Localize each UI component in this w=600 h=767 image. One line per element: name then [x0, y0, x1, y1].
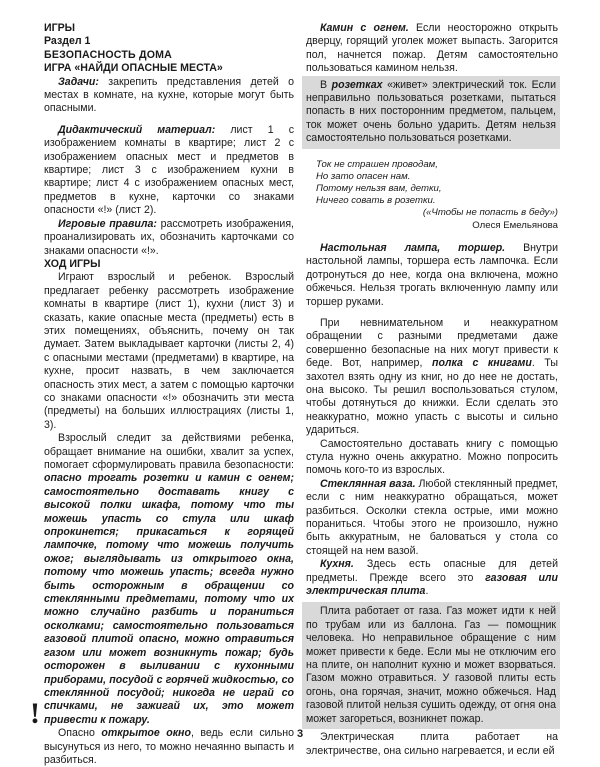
bookshelf-paragraph	[306, 317, 558, 438]
section-title: БЕЗОПАСНОСТЬ ДОМА	[44, 48, 173, 61]
rules-paragraph	[44, 218, 294, 258]
lamp-text: Внутри настольной лампы, торшера есть лампочка. Если дотронуться до нее, когда она включена, можно обжечься. Нельзя трогать включенную лампу или торшер руками.	[306, 241, 558, 308]
material-paragraph	[44, 124, 294, 218]
lamp-label: Настольная лампа, торшер.	[320, 241, 506, 254]
glass-vase-text: Любой стеклянный предмет, если с ним неаккуратно обращаться, может разбиться. Осколки стекла острые, ими можно пораниться. Чтобы этого не произошло, нужно быть аккуратным, не баловаться у стола со стоящей на нем вазой.	[306, 477, 559, 557]
sockets-text: «живет» электрический ток. Если неправильно пользоваться розетками, пытаться попасть в них посторонним предметом, пальцем, ток может очень больно ударить. Детям нельзя самостоятельно пользоваться розетками.	[306, 78, 556, 145]
game-progress-paragraph: Играют взрослый и ребенок. Взрослый предлагает ребенку рассмотреть изображение комнаты в квартире (лист 1), кухни (лист 3) и сказать, какие опасные места (предметы) есть в этих помещениях, объяснить, почему он так думает. Затем выкладывает карточки (листы 2, 4) с опасными местами (предметами) в квартире, на кухне, просит назвать, в чем заключается опасность этих мест, а затем с помощью карточки со знаками опасности «!» обозначить эти места (предметы) на больших иллюстрациях (листы 1, 3).	[44, 271, 294, 431]
warning-mark: !	[30, 697, 40, 730]
material-label: Дидактический материал:	[58, 123, 216, 136]
tasks-paragraph	[44, 76, 294, 116]
kitchen-label: Кухня.	[320, 558, 354, 571]
sockets-highlight-box	[302, 76, 560, 149]
kitchen-stove-label: газовая или электрическая плита	[306, 571, 558, 598]
tasks-label: Задачи:	[58, 75, 99, 88]
fireplace-text: Если неосторожно открыть дверцу, горящий уголек может выпасть. Загорится пол, начнется пожар. Детям самостоятельно пользоваться камином нельзя.	[306, 22, 558, 75]
bookshelf-label: полка с книгами	[431, 357, 532, 370]
rules-label: Игровые правила:	[58, 217, 157, 230]
kitchen-paragraph	[306, 558, 558, 598]
safety-rules-text: опасно трогать розетки и камин с огнем; самостоятельно доставать книгу с высокой полки шкафа, потому что ты можешь упасть со стула или шкаф опрокинется; прикасаться к горящей лампочке, потому что можешь получить ожог; выглядывать из открытого окна, потому что можешь упасть; всегда нужно быть осторожным в обращении со стеклянными предметами, потому что их можно случайно разбить и пораниться осколками; самостоятельно пользоваться газовой плитой опасно, можно отравиться газом или может возникнуть пожар; будь осторожен в выливании с кухонными приборами, посудой с горячей жидкостью, со стеклянной посудой; никогда не играй со спичками, не зажигай их, это может привести к пожару.	[44, 472, 294, 726]
sockets-paragraph	[306, 79, 556, 146]
gas-highlight-box	[302, 602, 560, 729]
electric-stove-paragraph: Электрическая плита работает на электричестве, она сильно нагревается, и если ей	[306, 731, 558, 757]
sockets-start: В	[320, 78, 332, 91]
poem-line: Ток не страшен проводам,	[316, 158, 438, 170]
open-window-start: Опасно	[58, 727, 102, 740]
glass-vase-label: Стеклянная ваза.	[320, 477, 416, 490]
section-number: Раздел 1	[44, 35, 91, 48]
material-text: лист 1 с изображением комнаты в квартире; лист 2 с изображением опасных мест и предметов в квартире; лист 3 с изображением кухни в квартире; лист 4 с изображением опасных мест, предметов в кухне, карточки со знаками опасности «!» (лист 2).	[44, 123, 294, 217]
bookshelf-text: . Ты захотел взять одну из книг, но до нее не достать, она высоко. Ты решил воспользоваться стулом, чтобы дотянуться до книжки. Если сделать это неаккуратно, можно упасть с высоты и сильно удариться.	[306, 357, 559, 437]
chair-paragraph: Самостоятельно доставать книгу с помощью стула нужно очень аккуратно. Можно попросить помочь кого-то из взрослых.	[306, 437, 558, 477]
game-title: ИГРА «НАЙДИ ОПАСНЫЕ МЕСТА»	[44, 62, 223, 75]
kitchen-text: Здесь есть опасные для детей предметы. Прежде всего это	[306, 558, 558, 584]
poem-author: Олеся Емельянова	[472, 219, 558, 231]
poem	[316, 159, 558, 232]
page-number: 3	[296, 728, 304, 740]
glass-vase-paragraph	[306, 478, 558, 558]
safety-rules-paragraph	[44, 432, 294, 727]
sockets-label: розетках	[331, 78, 383, 91]
open-window-text: , ведь если сильно высунуться из него, то можно нечаянно выпасть и разбиться.	[44, 727, 295, 766]
game-progress-heading: ХОД ИГРЫ	[44, 257, 101, 270]
poem-source: («Чтобы не попасть в беду»)	[422, 207, 558, 219]
fireplace-label: Камин с огнем.	[320, 22, 409, 34]
rules-text: рассмотреть изображения, проанализировать их, обозначить карточками со знаками опасности «!».	[44, 217, 295, 257]
lamp-paragraph	[306, 242, 558, 309]
left-column	[44, 22, 294, 767]
open-window-label: открытое окно	[101, 727, 191, 740]
poem-line: Потому нельзя вам, детки,	[316, 183, 442, 195]
gas-paragraph: Плита работает от газа. Газ может идти к ней по трубам или из баллона. Газ — помощник человека. Но неправильное обращение с ним может привести к беде. Если мы не отключим его на плите, он наполнит кухню и может взорваться. Газом можно отравиться. У газовой плиты есть огонь, она горячая, значит, можно обжечься. Над газовой плитой нельзя сушить одежду, от огня она может загореться, возникнет пожар.	[306, 605, 556, 725]
tasks-text: закрепить представления детей о местах в комнате, на кухне, которые могут быть опасными.	[44, 75, 294, 115]
right-column	[306, 22, 558, 758]
section-tag: ИГРЫ	[44, 22, 76, 34]
poem-line: Но зато опасен нам.	[316, 170, 411, 182]
kitchen-text-end: .	[425, 585, 429, 598]
safety-rules-intro: Взрослый следит за действиями ребенка, обращает внимание на ошибки, хвалит за успех, помогает сформулировать правила безопасности:	[44, 432, 294, 471]
poem-line: Ничего совать в розетки.	[316, 195, 436, 207]
bookshelf-start: При невнимательном и неаккуратном обращении с разными предметами даже совершенно безопасные на них могут привести к беде. Вот, например,	[306, 316, 558, 370]
fireplace-paragraph	[306, 22, 558, 76]
